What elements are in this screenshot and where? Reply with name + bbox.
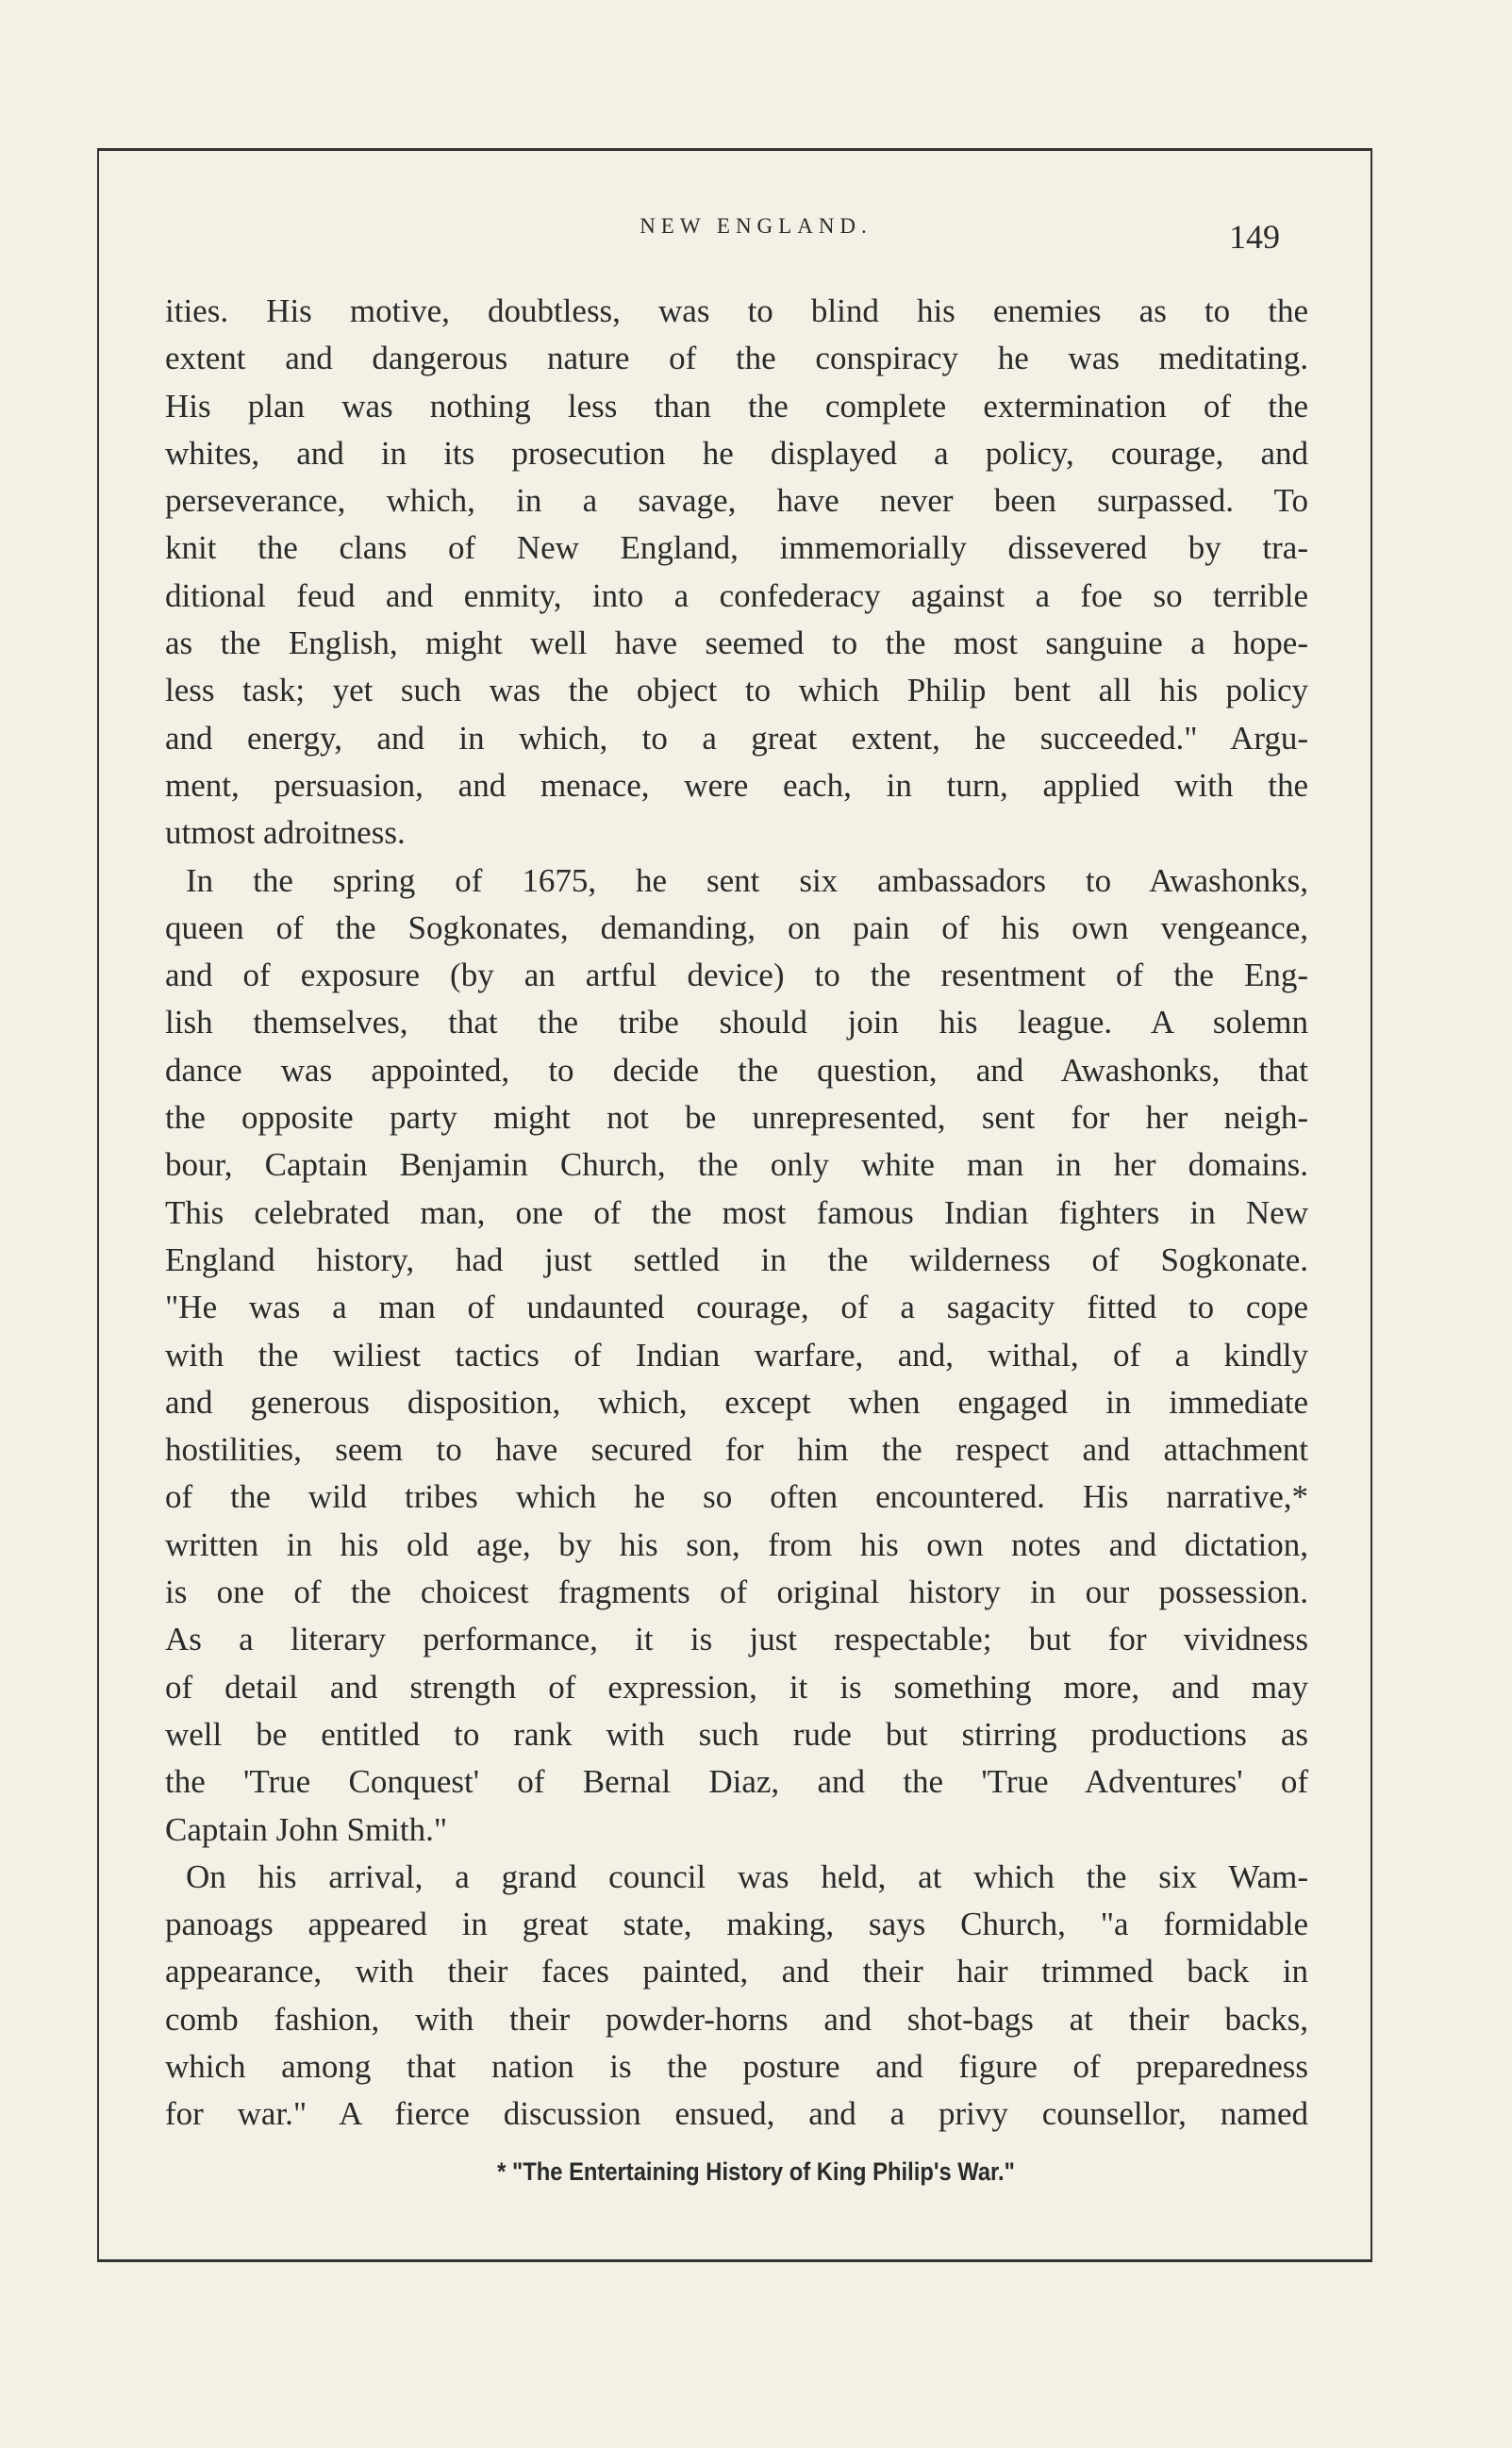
text-line: less task; yet such was the object to which Philip bent all his policy: [165, 672, 1308, 709]
text-line: whites, and in its prosecution he displayed a policy, courage, and: [165, 434, 1308, 472]
text-line: comb fashion, with their powder-horns and shot-bags at their backs,: [165, 2000, 1308, 2038]
text-line: with the wiliest tactics of Indian warfare, and, withal, of a kindly: [165, 1336, 1308, 1374]
text-line: ment, persuasion, and menace, were each, in turn, applied with the: [165, 766, 1308, 804]
text-line: appearance, with their faces painted, and their hair trimmed back in: [165, 1953, 1308, 1990]
text-line: In the spring of 1675, he sent six ambassadors to Awashonks,: [186, 861, 1308, 899]
text-line: the 'True Conquest' of Bernal Diaz, and the 'True Adventures' of: [165, 1763, 1308, 1801]
text-line: perseverance, which, in a savage, have never been surpassed. To: [165, 482, 1308, 520]
text-line: and of exposure (by an artful device) to the resentment of the Eng-: [165, 957, 1308, 994]
text-line: "He was a man of undaunted courage, of a sagacity fitted to cope: [165, 1289, 1308, 1326]
body-text: [165, 288, 1308, 2139]
running-head-title: NEW ENGLAND.: [640, 214, 872, 238]
text-line: knit the clans of New England, immemorially dissevered by tra-: [165, 529, 1308, 567]
text-line: hostilities, seem to have secured for him the respect and attachment: [165, 1431, 1308, 1469]
text-line: extent and dangerous nature of the conspiracy he was meditating.: [165, 340, 1308, 377]
footnote: * "The Entertaining History of King Philip's War.": [497, 2157, 1015, 2186]
text-line: ditional feud and enmity, into a confederacy against a foe so terrible: [165, 576, 1308, 614]
text-line: ities. His motive, doubtless, was to blind his enemies as to the: [165, 292, 1308, 329]
text-line: England history, had just settled in the wilderness of Sogkonate.: [165, 1241, 1308, 1278]
text-line: lish themselves, that the tribe should join his league. A solemn: [165, 1004, 1308, 1041]
text-line: bour, Captain Benjamin Church, the only white man in her domains.: [165, 1146, 1308, 1184]
text-line: dance was appointed, to decide the question, and Awashonks, that: [165, 1051, 1308, 1089]
text-line: His plan was nothing less than the complete extermination of the: [165, 387, 1308, 425]
text-line: Captain John Smith.": [165, 1810, 448, 1848]
text-line: the opposite party might not be unrepresented, sent for her neigh-: [165, 1099, 1308, 1137]
page-number: 149: [1229, 218, 1280, 256]
text-line: As a literary performance, it is just respectable; but for vividness: [165, 1621, 1308, 1658]
text-line: and energy, and in which, to a great extent, he succeeded." Argu-: [165, 719, 1308, 757]
text-line: panoags appeared in great state, making, says Church, "a formidable: [165, 1906, 1308, 1943]
text-line: is one of the choicest fragments of original history in our possession.: [165, 1574, 1308, 1611]
text-line: of detail and strength of expression, it is something more, and may: [165, 1668, 1308, 1706]
text-line: of the wild tribes which he so often encountered. His narrative,*: [165, 1478, 1308, 1516]
text-line: On his arrival, a grand council was held, at which the six Wam-: [186, 1857, 1308, 1895]
text-line: well be entitled to rank with such rude but stirring productions as: [165, 1715, 1308, 1753]
text-line: queen of the Sogkonates, demanding, on pain of his own vengeance,: [165, 908, 1308, 946]
text-line: for war." A fierce discussion ensued, and a privy counsellor, named: [165, 2095, 1308, 2133]
text-line: utmost adroitness.: [165, 814, 406, 852]
text-line: This celebrated man, one of the most famous Indian fighters in New: [165, 1193, 1308, 1231]
text-line: which among that nation is the posture and figure of preparedness: [165, 2047, 1308, 2085]
running-head: [0, 214, 1512, 256]
text-line: as the English, might well have seemed to the most sanguine a hope-: [165, 624, 1308, 662]
text-line: and generous disposition, which, except when engaged in immediate: [165, 1383, 1308, 1421]
text-line: written in his old age, by his son, from his own notes and dictation,: [165, 1525, 1308, 1563]
